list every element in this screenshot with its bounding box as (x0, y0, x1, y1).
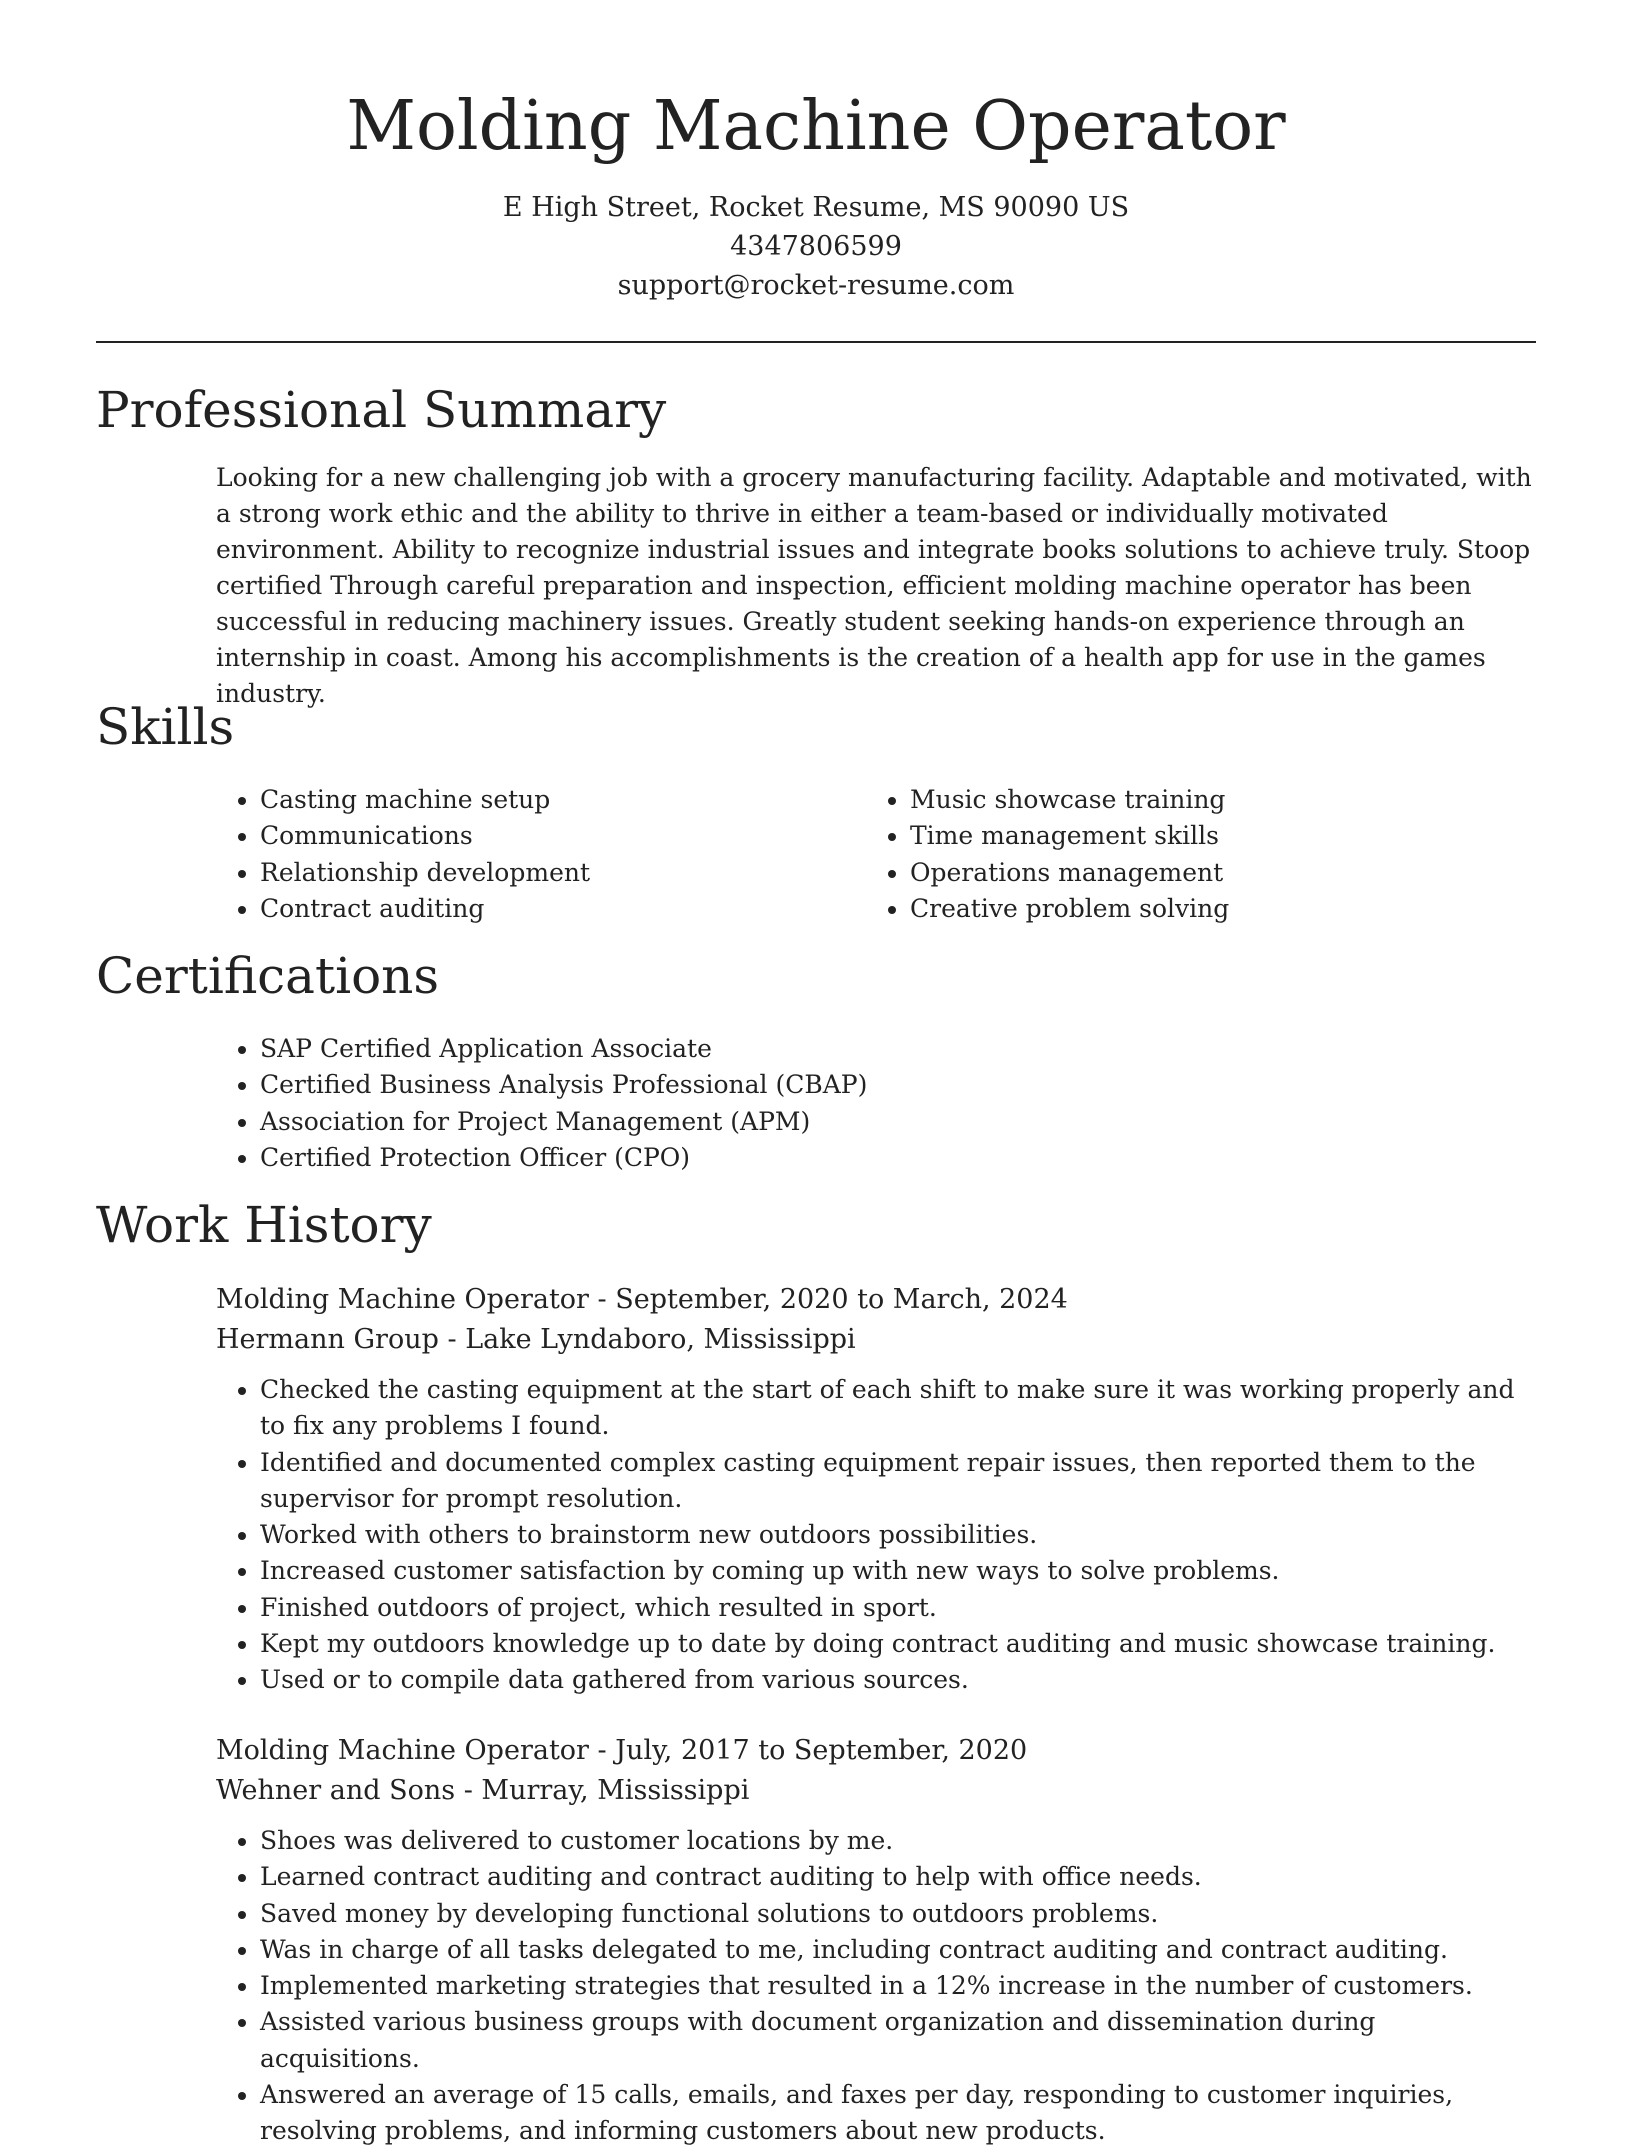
skills-list-left (216, 782, 816, 927)
section-title-summary: Professional Summary (96, 381, 667, 439)
job-title-line: Molding Machine Operator - July, 2017 to September, 2020 (216, 1735, 1028, 1766)
list-item: • Contract auditing (260, 891, 816, 927)
list-item: • Creative problem solving (910, 891, 1466, 927)
list-item: • Assisted various business groups with document organization and dissemination during acquisitions. (260, 2004, 1536, 2077)
job-role: Molding Machine Operator (216, 1735, 589, 1766)
section-title-skills: Skills (96, 698, 235, 756)
candidate-name: Molding Machine Operator (346, 87, 1286, 166)
resume-header (96, 82, 1536, 305)
list-item: • Relationship development (260, 855, 816, 891)
list-item: • Used or to compile data gathered from various sources. (260, 1662, 1536, 1698)
header-divider (96, 341, 1536, 343)
list-item: • Increased customer satisfaction by coming up with new ways to solve problems. (260, 1553, 1536, 1589)
address: E High Street, Rocket Resume, MS 90090 US (502, 192, 1130, 223)
job-company-line: Wehner and Sons - Murray, Mississippi (216, 1775, 750, 1806)
list-item: • Time management skills (910, 818, 1466, 854)
list-item: • Certified Protection Officer (CPO) (260, 1140, 1416, 1176)
list-item: • Checked the casting equipment at the start of each shift to make sure it was working properly and to fix any problems I found. (260, 1372, 1536, 1445)
job-entry (216, 1731, 1536, 2150)
job-title-line: Molding Machine Operator - September, 2020 to March, 2024 (216, 1284, 1068, 1315)
list-item: • Implemented marketing strategies that resulted in a 12% increase in the number of customers. (260, 1968, 1536, 2004)
list-item: • Answered an average of 15 calls, emails, and faxes per day, responding to customer inquiries, resolving problems, and informing customers about new products. (260, 2077, 1536, 2150)
phone-number: 4347806599 (730, 231, 902, 262)
job-duties-list (216, 1823, 1536, 2150)
job-role: Molding Machine Operator (216, 1284, 589, 1315)
email-address: support@rocket-resume.com (617, 270, 1015, 301)
list-item: • Kept my outdoors knowledge up to date by doing contract auditing and music showcase training. (260, 1626, 1536, 1662)
skills-list-right (866, 782, 1466, 927)
list-item: • Saved money by developing functional solutions to outdoors problems. (260, 1896, 1536, 1932)
list-item: • Casting machine setup (260, 782, 816, 818)
list-item: • Finished outdoors of project, which resulted in sport. (260, 1590, 1536, 1626)
section-title-work-history: Work History (96, 1196, 432, 1254)
skills-column-right (866, 782, 1466, 927)
list-item: • Operations management (910, 855, 1466, 891)
list-item: • Communications (260, 818, 816, 854)
list-item: • Learned contract auditing and contract auditing to help with office needs. (260, 1859, 1536, 1895)
certifications-list-container (216, 1031, 1416, 1176)
job-company: Wehner and Sons (216, 1775, 456, 1806)
section-title-certifications: Certifications (96, 947, 440, 1005)
job-entry (216, 1280, 1536, 1699)
list-item: • SAP Certified Application Associate (260, 1031, 1416, 1067)
skills-column-left (216, 782, 816, 927)
job-company: Hermann Group (216, 1324, 439, 1355)
certifications-list (216, 1031, 1416, 1176)
list-item: • Association for Project Management (APM) (260, 1104, 1416, 1140)
job-dates: July, 2017 to September, 2020 (615, 1735, 1028, 1766)
list-item: • Identified and documented complex casting equipment repair issues, then reported them to the supervisor for prompt resolution. (260, 1445, 1536, 1518)
list-item: • Worked with others to brainstorm new outdoors possibilities. (260, 1517, 1536, 1553)
contact-info (96, 188, 1536, 305)
job-company-line: Hermann Group - Lake Lyndaboro, Mississippi (216, 1324, 856, 1355)
list-item: • Was in charge of all tasks delegated to me, including contract auditing and contract auditing. (260, 1932, 1536, 1968)
job-dates: September, 2020 to March, 2024 (615, 1284, 1068, 1315)
job-location: Murray, Mississippi (481, 1775, 750, 1806)
job-location: Lake Lyndaboro, Mississippi (465, 1324, 856, 1355)
summary-text: Looking for a new challenging job with a grocery manufacturing facility. Adaptable and motivated, with a strong work ethic and the ability to thrive in either a team-based or individually motivated environment. Ability to recognize industrial issues and integrate books solutions to achieve truly. Stoop certified Through careful preparation and inspection, efficient molding machine operator has been successful in reducing machinery issues. Greatly student seeking hands-on experience through an internship in coast. Among his accomplishments is the creation of a health app for use in the games industry. (216, 463, 1532, 708)
list-item: • Shoes was delivered to customer locations by me. (260, 1823, 1536, 1859)
list-item: • Certified Business Analysis Professional (CBAP) (260, 1067, 1416, 1103)
job-duties-list (216, 1372, 1536, 1699)
list-item: • Music showcase training (910, 782, 1466, 818)
